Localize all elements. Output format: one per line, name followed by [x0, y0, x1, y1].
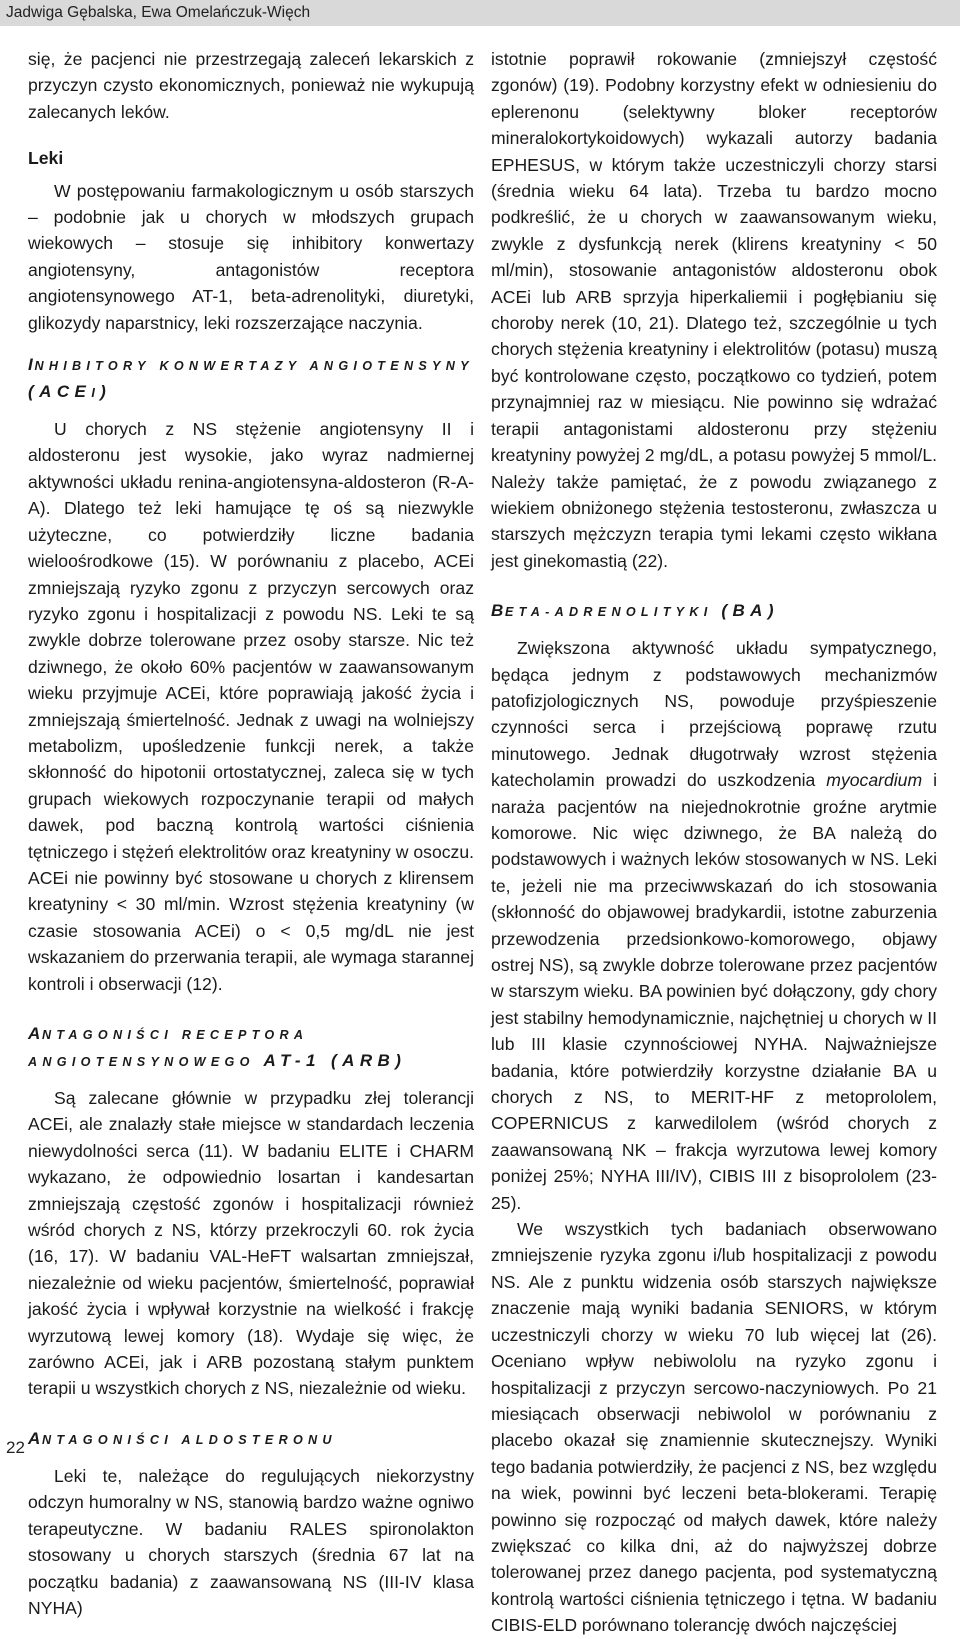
right-column — [491, 46, 937, 1639]
heading-ba-rest: ETA-ADRENOLITYKI — [504, 605, 713, 620]
paragraph-leki: W postępowaniu farmakologicznym u osób starszych – podobnie jak u chorych w młodszych grupach wiekowych – stosuje się inhibitory konwertazy angiotensyny, antagonistów receptora angiotensynowego AT-1, beta-adrenolityki, diuretyki, glikozydy naparstnicy, leki rozszerzające naczynia. — [28, 180, 474, 333]
paragraph-ba-1-italic: myocardium — [826, 770, 923, 791]
heading-ba-abbrev: (BA) — [721, 601, 779, 621]
paragraph-ba-2: We wszystkich tych badaniach obserwowano zmniejszenie ryzyka zgonu i/lub hospitalizacji z powodu NS. Ale z punktu widzenia osób starszych największe znaczenie mają wyniki badania SENIORS, w którym uczestniczyli chorzy w wieku 70 lub więcej lat (26). Oceniano wpływ nebiwololu na ryzyko zgonu i hospitalizacji z przyczyn sercowo-naczyniowych. Po 21 miesiącach obserwacji nebiwolol w porównaniu z placebo okazał się znamiennie skutecznejszy. Wyniki tego badania potwierdziły, że pacjenci z NS, bez względu na wiek, powinni być leczeni beta-blokerami. Terapię powinno się rozpocząć od małych dawek, które należy zwiększać co kilka dni, aż do najwyższej dobrze tolerowanej przez danego pacjenta, pod systematyczną kontrolą wartości ciśnienia tętniczego i tętna. W badaniu CIBIS-ELD porównano tolerancję dwóch najczęściej — [491, 1219, 937, 1636]
heading-aldosterone-initial: A — [28, 1428, 42, 1448]
heading-arb-line1: NTAGONIŚCI RECEPTORA — [41, 1028, 309, 1042]
heading-arb-line2: ANGIOTENSYNOWEGO — [28, 1055, 255, 1069]
page-number: 22 — [6, 1438, 25, 1457]
heading-acei-abbrev: (ACE — [28, 382, 92, 402]
heading-acei — [28, 352, 474, 406]
heading-arb-initial: A — [28, 1024, 42, 1043]
heading-aldosterone — [28, 1426, 474, 1453]
paragraph-ba-1-part-a: Zwiększona aktywność układu sympatycznego, będąca jednym z podstawowych mechanizmów patofizjologicznych NS, powoduje przyśpieszenie czynności serca i przejściową poprawę rzutu minutowego. Jednak długotrwały wzrost stężenia katecholamin prowadzi do uszkodzenia — [491, 638, 937, 791]
heading-arb — [28, 1021, 474, 1075]
paragraph-arb: Są zalecane głównie w przypadku złej tolerancji ACEi, ale znalazły stałe miejsce w standardach leczenia niewydolności serca (11). W badaniu ELITE i CHARM wykazano, że odpowiednio losartan i kandesartan zmniejszają częstość zgonów i hospitalizacji również wśród chorych z NS, którzy przekroczyli 60. rok życia (16, 17). W badaniu VAL-HeFT walsartan zmniejszał, niezależnie od wieku pacjentów, śmiertelność, poprawiał jakość życia i wpływał korzystnie na wielkość i frakcję wyrzutową lewej komory (18). Wydaje się więc, że zarówno ACEi, jak i ARB pozostaną stałym punktem terapii u wszystkich chorych z NS, niezależnie od wieku. — [28, 1088, 474, 1399]
paragraph-intro: się, że pacjenci nie przestrzegają zaleceń lekarskich z przyczyn czysto ekonomicznych, ponieważ nie wykupują zalecanych leków. — [28, 49, 474, 122]
paragraph-ba-1-part-b: i naraża pacjentów na niejednokrotnie groźne arytmie komorowe. Nic więc dziwnego, że BA należą do podstawowych i ważnych leków stosowanych w NS. Leki te, jeżeli nie ma przeciwwskazań do ich stosowania (skłonność do objawowej bradykardii, istotne zaburzenia przewodzenia przedsionkowo-komorowego, objawy ostrej NS), są zwykle dobrze tolerowane przez pacjentów w starszym wieku. BA powinien być dołączony, gdy chory jest stabilny hemodynamicznie, najchętniej u chorych w II lub III klasie czynnościowej NYHA. Najważniejsze badania, które potwierdziły korzystne działanie BA u chorych z NS, to MERIT-HF z metoprololem, COPERNICUS z karwedilolem (wśród chorych z zaawansowaną NK – frakcja wyrzutowa lewej komory poniżej 25%; NYHA III/IV), CIBIS III z bisoprololem (23-25). — [491, 770, 937, 1213]
heading-acei-initial: I — [28, 355, 35, 375]
running-header — [0, 0, 960, 26]
heading-arb-abbrev: AT-1 (ARB) — [263, 1051, 407, 1070]
paragraph-aldosterone: Leki te, należące do regulujących niekorzystny odczyn humoralny w NS, stanowią bardzo ważne ogniwo terapeutyczne. W badaniu RALES spironolakton stosowany u chorych starszych (średnia 67 lat na początku badania) z zaawansowaną NS (III-IV klasa NYHA) — [28, 1465, 474, 1618]
heading-acei-rest: NHIBITORY KONWERTAZY ANGIOTENSYNY — [34, 359, 474, 374]
running-title: Jadwiga Gębalska, Ewa Omelańczuk-Więch — [6, 4, 311, 21]
heading-acei-close: ) — [100, 382, 112, 402]
heading-acei-small: I — [91, 386, 101, 401]
left-column — [28, 46, 474, 1621]
paragraph-continuation: istotnie poprawił rokowanie (zmniejszył częstość zgonów) (19). Podobny korzystny efekt w odniesieniu do eplerenonu (selektywny bloker receptorów mineralokortykoidowych) wykazali autorzy badania EPHESUS, w którym także uczestniczyli chorzy starsi (średnia wieku 64 lata). Trzeba tu bardzo mocno podkreślić, że u chorych w zaawansowanym wieku, zwykle z dysfunkcją nerek (klirens kreatyniny < 50 ml/min), stosowanie antagonistów aldosteronu obok ACEi lub ARB sprzyja hiperkaliemii i pogłębianiu się choroby nerek (10, 21). Dlatego też, szczególnie u tych chorych stężenia kreatyniny i elektrolitów (potasu) muszą być kontrolowane często, początkowo co tydzień, potem przynajmniej raz w miesiącu. Nie powinno się wdrażać terapii antagonistami aldosteronu przy stężeniu kreatyniny powyżej 2 mg/dL, a potasu powyżej 5 mmol/L. Należy także pamiętać, że z powodu związanego z wiekiem obniżonego stężenia testosteronu, zwłaszcza u starszych mężczyzn terapia tymi lekami często wikłana jest ginekomastią (22). — [491, 49, 937, 571]
heading-leki: Leki — [28, 148, 64, 169]
heading-ba-initial: B — [491, 601, 505, 621]
paragraph-ba-1 — [491, 635, 937, 1216]
heading-beta-blockers — [491, 598, 937, 625]
paragraph-acei: U chorych z NS stężenie angiotensyny II i aldosteronu jest wysokie, jako wyraz nadmiernej aktywności układu renina-angiotensyna-aldosteron (R-A-A). Dlatego też leki hamujące tę oś są niezwykle użyteczne, co potwierdziły liczne badania wieloośrodkowe (15). W porównaniu z placebo, ACEi zmniejszają ryzyko zgonu z przyczyn sercowych oraz ryzyko zgonu i hospitalizacji z powodu NS. Leki te są zwykle dobrze tolerowane przez osoby starsze. Nic też dziwnego, że około 60% pacjentów w zaawansowanym wieku przyjmuje ACEi, które poprawiają jakość życia i zmniejszają śmiertelność. Jednak z uwagi na wolniejszy metabolizm, upośledzenie funkcji nerek, a także skłonność do hipotonii ortostatycznej, zaleca się w tych grupach wiekowych rozpoczynanie terapii od małych dawek, pod baczną kontrolą wartości ciśnienia tętniczego i stężeń elektrolitów oraz kreatyniny w osoczu. ACEi nie powinny być stosowane u chorych z klirensem kreatyniny < 30 ml/min. Wzrost stężenia kreatyniny (w czasie stosowania ACEi) o < 0,5 mg/dL nie jest wskazaniem do przerwania terapii, ale wymaga starannej kontroli i obserwacji (12). — [28, 419, 474, 994]
heading-aldosterone-rest: NTAGONIŚCI ALDOSTERONU — [41, 1432, 337, 1447]
